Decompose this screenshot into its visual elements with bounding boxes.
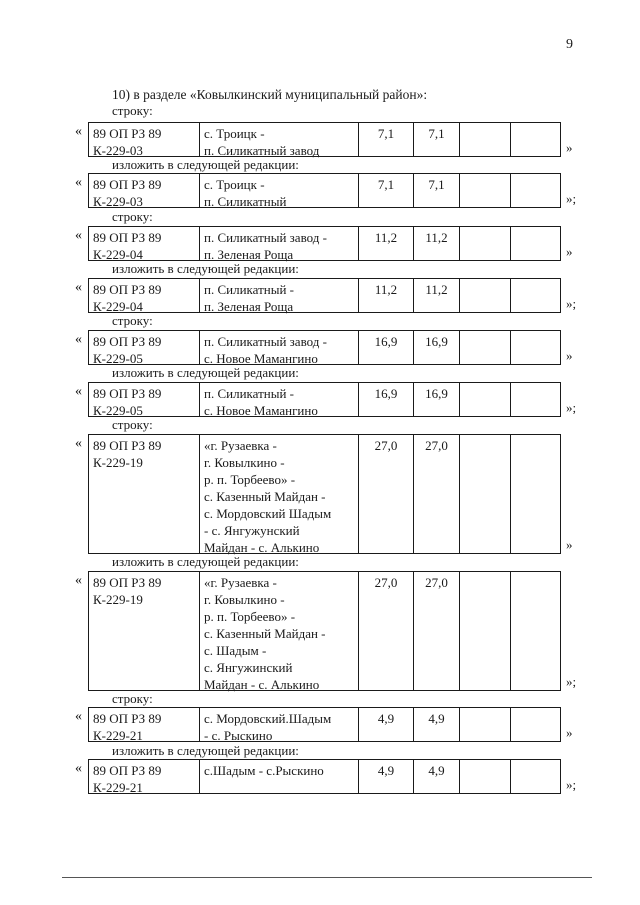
road-name-cell-line: п. Силикатный [204, 194, 287, 209]
road-name-cell [200, 708, 359, 741]
close-quote: »; [566, 296, 577, 311]
road-name-cell-line: с. Мордовский Шадым [204, 506, 332, 521]
open-quote: « [75, 175, 82, 190]
open-quote: « [75, 332, 82, 347]
length-cell [414, 760, 460, 793]
road-name-cell-line: р. п. Торбеево» - [204, 609, 296, 624]
road-table-row [88, 759, 561, 794]
length-cell-line: 7,1 [428, 126, 445, 141]
block-label: строку: [112, 417, 153, 432]
road-table-row [88, 173, 561, 208]
length-cell [414, 331, 460, 364]
empty-cell [511, 383, 560, 416]
road-name-cell [200, 760, 359, 793]
open-quote: « [75, 709, 82, 724]
close-quote: » [566, 348, 573, 363]
road-name-cell [200, 331, 359, 364]
road-code-cell [89, 435, 200, 553]
length-cell-line: 27,0 [425, 438, 448, 453]
empty-cell [460, 123, 511, 156]
length-cell [359, 383, 414, 416]
road-name-cell-line: п. Зеленая Роща [204, 247, 294, 262]
empty-cell [460, 435, 511, 553]
empty-cell [460, 383, 511, 416]
road-code-cell-line: К-229-04 [93, 247, 143, 262]
empty-cell [460, 279, 511, 312]
road-name-cell-line: р. п. Торбеево» - [204, 472, 296, 487]
road-name-cell-line: с. Казенный Майдан - [204, 626, 326, 641]
road-table-row [88, 122, 561, 157]
empty-cell [511, 227, 560, 260]
road-name-cell-line: п. Силикатный - [204, 282, 294, 297]
empty-cell [511, 708, 560, 741]
length-cell [359, 708, 414, 741]
road-name-cell [200, 572, 359, 690]
road-code-cell [89, 572, 200, 690]
bottom-rule [62, 877, 592, 878]
close-quote: »; [566, 674, 577, 689]
section-heading: 10) в разделе «Ковылкинский муниципальный район»: [112, 87, 428, 102]
road-name-cell-line: с. Янгужинский [204, 660, 293, 675]
road-name-cell-line: п. Силикатный завод - [204, 230, 327, 245]
road-name-cell-line: п. Силикатный завод [204, 143, 320, 158]
open-quote: « [75, 436, 82, 451]
open-quote: « [75, 761, 82, 776]
length-cell-line: 11,2 [425, 230, 448, 245]
length-cell [414, 383, 460, 416]
block-label: строку: [112, 103, 153, 118]
empty-cell [511, 123, 560, 156]
close-quote: »; [566, 191, 577, 206]
road-code-cell-line: К-229-03 [93, 143, 143, 158]
road-name-cell [200, 279, 359, 312]
road-code-cell-line: 89 ОП РЗ 89 [93, 126, 162, 141]
road-name-cell-line: с. Шадым - [204, 643, 267, 658]
road-name-cell-line: «г. Рузаевка - [204, 438, 277, 453]
length-cell-line: 16,9 [425, 386, 448, 401]
road-name-cell-line: с. Троицк - [204, 177, 265, 192]
length-cell-line: 7,1 [377, 177, 395, 192]
length-cell-line: 16,9 [425, 334, 448, 349]
length-cell-line: 16,9 [374, 334, 398, 349]
road-name-cell-line: с. Мордовский.Шадым [204, 711, 332, 726]
road-code-cell-line: 89 ОП РЗ 89 [93, 763, 162, 778]
road-code-cell [89, 383, 200, 416]
block-label: изложить в следующей редакции: [112, 157, 299, 172]
close-quote: »; [566, 777, 577, 792]
block-label: строку: [112, 691, 153, 706]
road-name-cell-line: Майдан - с. Алькино [204, 677, 320, 692]
close-quote: »; [566, 400, 577, 415]
road-code-cell [89, 708, 200, 741]
road-code-cell [89, 227, 200, 260]
empty-cell [460, 572, 511, 690]
block-label: изложить в следующей редакции: [112, 261, 299, 276]
length-cell [414, 227, 460, 260]
length-cell [359, 572, 414, 690]
road-table-row [88, 571, 561, 691]
page-number: 9 [566, 37, 573, 52]
empty-cell [511, 572, 560, 690]
block-label: строку: [112, 209, 153, 224]
length-cell-line: 16,9 [374, 386, 398, 401]
road-code-cell [89, 760, 200, 793]
road-code-cell-line: К-229-21 [93, 780, 143, 795]
length-cell [414, 572, 460, 690]
road-name-cell-line: п. Силикатный завод - [204, 334, 327, 349]
road-name-cell-line: п. Силикатный - [204, 386, 294, 401]
road-code-cell [89, 331, 200, 364]
road-table-row [88, 278, 561, 313]
road-code-cell-line: К-229-21 [93, 728, 143, 743]
length-cell [359, 174, 414, 207]
road-code-cell-line: 89 ОП РЗ 89 [93, 711, 162, 726]
empty-cell [511, 174, 560, 207]
road-code-cell-line: 89 ОП РЗ 89 [93, 438, 162, 453]
road-code-cell-line: К-229-19 [93, 455, 143, 470]
close-quote: » [566, 725, 573, 740]
close-quote: » [566, 140, 573, 155]
length-cell-line: 4,9 [377, 763, 395, 778]
open-quote: « [75, 384, 82, 399]
open-quote: « [75, 573, 82, 588]
length-cell [359, 331, 414, 364]
length-cell [414, 279, 460, 312]
road-code-cell-line: К-229-04 [93, 299, 143, 314]
road-name-cell-line: г. Ковылкино - [204, 455, 285, 470]
length-cell-line: 7,1 [428, 177, 445, 192]
length-cell [359, 123, 414, 156]
length-cell-line: 4,9 [377, 711, 395, 726]
road-name-cell-line: «г. Рузаевка - [204, 575, 277, 590]
road-code-cell-line: К-229-05 [93, 351, 143, 366]
road-code-cell-line: 89 ОП РЗ 89 [93, 230, 162, 245]
length-cell-line: 4,9 [428, 763, 445, 778]
road-code-cell-line: 89 ОП РЗ 89 [93, 282, 162, 297]
road-name-cell-line: с. Новое Мамангино [204, 403, 318, 418]
empty-cell [460, 708, 511, 741]
road-code-cell-line: 89 ОП РЗ 89 [93, 334, 162, 349]
empty-cell [460, 760, 511, 793]
empty-cell [460, 331, 511, 364]
open-quote: « [75, 280, 82, 295]
length-cell-line: 11,2 [425, 282, 448, 297]
length-cell [359, 227, 414, 260]
length-cell-line: 11,2 [374, 230, 398, 245]
road-code-cell-line: К-229-03 [93, 194, 143, 209]
length-cell [414, 435, 460, 553]
block-label: изложить в следующей редакции: [112, 365, 299, 380]
length-cell-line: 27,0 [374, 438, 398, 453]
road-table-row [88, 434, 561, 554]
road-name-cell-line: п. Зеленая Роща [204, 299, 294, 314]
road-name-cell [200, 123, 359, 156]
road-code-cell [89, 123, 200, 156]
close-quote: » [566, 244, 573, 259]
block-label: изложить в следующей редакции: [112, 554, 299, 569]
road-table-row [88, 330, 561, 365]
empty-cell [460, 227, 511, 260]
length-cell-line: 4,9 [428, 711, 445, 726]
empty-cell [511, 279, 560, 312]
empty-cell [511, 331, 560, 364]
road-name-cell-line: г. Ковылкино - [204, 592, 285, 607]
length-cell-line: 7,1 [377, 126, 395, 141]
open-quote: « [75, 124, 82, 139]
length-cell [414, 708, 460, 741]
road-code-cell-line: 89 ОП РЗ 89 [93, 386, 162, 401]
road-name-cell-line: с. Троицк - [204, 126, 265, 141]
block-label: изложить в следующей редакции: [112, 743, 299, 758]
length-cell [359, 760, 414, 793]
road-name-cell-line: с. Казенный Майдан - [204, 489, 326, 504]
road-code-cell-line: К-229-19 [93, 592, 143, 607]
empty-cell [460, 174, 511, 207]
road-table-row [88, 382, 561, 417]
road-name-cell-line: с.Шадым - с.Рыскино [204, 763, 324, 778]
empty-cell [511, 760, 560, 793]
road-code-cell [89, 174, 200, 207]
length-cell [359, 435, 414, 553]
block-label: строку: [112, 313, 153, 328]
empty-cell [511, 435, 560, 553]
length-cell [359, 279, 414, 312]
road-code-cell [89, 279, 200, 312]
length-cell-line: 11,2 [374, 282, 398, 297]
length-cell [414, 123, 460, 156]
road-code-cell-line: 89 ОП РЗ 89 [93, 177, 162, 192]
length-cell-line: 27,0 [374, 575, 398, 590]
road-name-cell [200, 227, 359, 260]
close-quote: » [566, 537, 573, 552]
road-code-cell-line: К-229-05 [93, 403, 143, 418]
road-table-row [88, 226, 561, 261]
road-name-cell-line: - с. Янгужунский [204, 523, 300, 538]
road-name-cell [200, 383, 359, 416]
road-code-cell-line: 89 ОП РЗ 89 [93, 575, 162, 590]
road-name-cell-line: с. Новое Мамангино [204, 351, 318, 366]
road-name-cell [200, 435, 359, 553]
road-table-row [88, 707, 561, 742]
road-name-cell-line: - с. Рыскино [204, 728, 273, 743]
road-name-cell-line: Майдан - с. Алькино [204, 540, 320, 555]
length-cell-line: 27,0 [425, 575, 448, 590]
open-quote: « [75, 228, 82, 243]
length-cell [414, 174, 460, 207]
road-name-cell [200, 174, 359, 207]
